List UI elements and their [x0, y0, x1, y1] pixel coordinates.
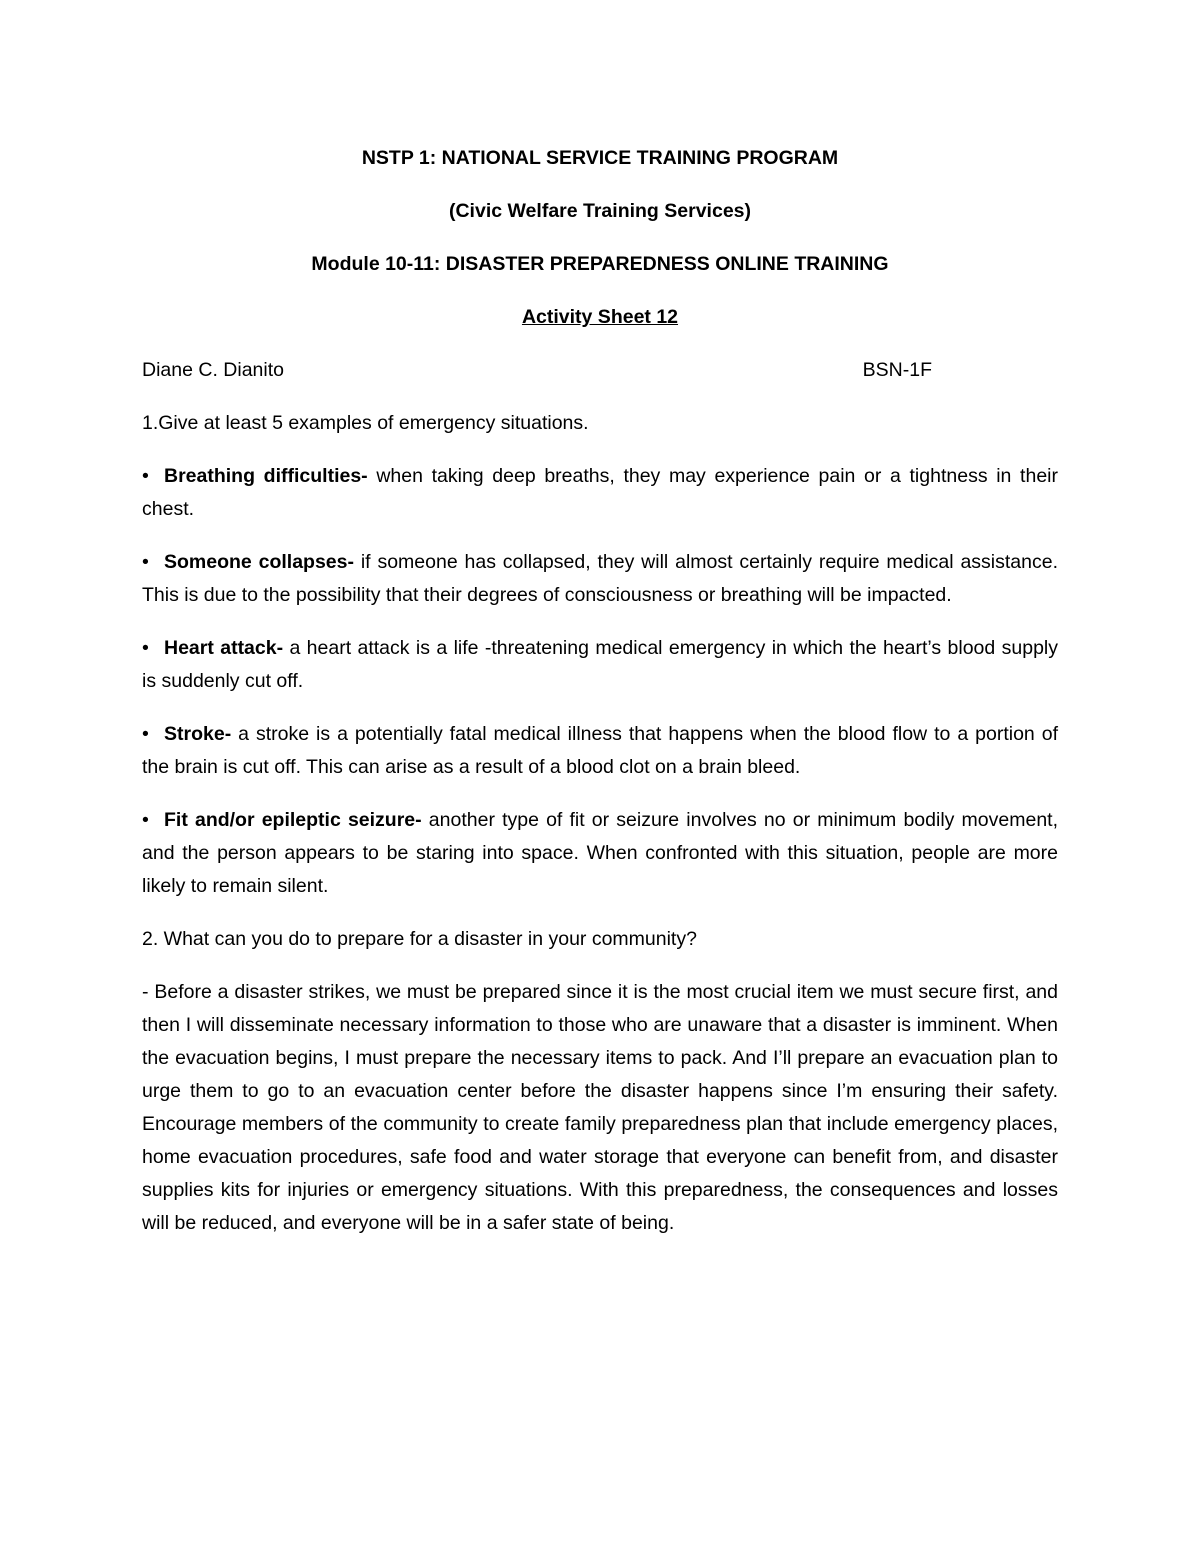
- question-2-prompt: 2. What can you do to prepare for a disaster in your community?: [142, 928, 697, 950]
- activity-title: [142, 301, 1058, 334]
- item-term: Someone collapses-: [164, 551, 354, 573]
- bullet-icon: •: [142, 723, 149, 745]
- item-text: another type of fit or seizure involves no or minimum bodily movement, and the person appears to be staring into space. When confronted with this situation, people are more likely to remain silent.: [142, 809, 1058, 897]
- bullet-icon: •: [142, 637, 149, 659]
- bullet-icon: •: [142, 551, 149, 573]
- student-section: BSN-1F: [862, 359, 932, 381]
- student-info: [142, 354, 1058, 387]
- list-item: [142, 718, 1058, 784]
- item-text: when taking deep breaths, they may experience pain or a tightness in their chest.: [142, 465, 1058, 520]
- course-title: NSTP 1: NATIONAL SERVICE TRAINING PROGRAM: [361, 147, 839, 169]
- item-text: if someone has collapsed, they will almost certainly require medical assistance. This is due to the possibility that their degrees of consciousness or breathing will be impacted.: [142, 551, 1058, 606]
- activity-title-text: Activity Sheet 12: [521, 306, 679, 328]
- list-item: [142, 460, 1058, 526]
- item-term: Fit and/or epileptic seizure-: [164, 809, 422, 831]
- student-name: Diane C. Dianito: [142, 359, 284, 381]
- bullet-icon: •: [142, 809, 149, 831]
- module-title: Module 10-11: DISASTER PREPAREDNESS ONLINE TRAINING: [311, 253, 889, 275]
- item-text: a stroke is a potentially fatal medical illness that happens when the blood flow to a portion of the brain is cut off. This can arise as a result of a blood clot on a brain bleed.: [142, 723, 1058, 778]
- item-text: a heart attack is a life -threatening medical emergency in which the heart’s blood supply is suddenly cut off.: [142, 637, 1058, 692]
- course-subtitle: (Civic Welfare Training Services): [448, 200, 751, 222]
- list-item: [142, 804, 1058, 903]
- bullet-icon: •: [142, 465, 149, 487]
- item-term: Stroke-: [164, 723, 232, 745]
- question-1-prompt: 1.Give at least 5 examples of emergency situations.: [142, 412, 589, 434]
- list-item: [142, 546, 1058, 612]
- item-term: Breathing difficulties-: [164, 465, 368, 487]
- question-2-answer: - Before a disaster strikes, we must be prepared since it is the most crucial item we must secure first, and then I will disseminate necessary information to those who are unaware that a disaster is imminent. When the evacuation begins, I must prepare the necessary items to pack. And I’ll prepare an evacuation plan to urge them to go to an evacuation center before the disaster happens since I’m ensuring their safety. Encourage members of the community to create family preparedness plan that include emergency places, home evacuation procedures, safe food and water storage that everyone can benefit from, and disaster supplies kits for injuries or emergency situations. With this preparedness, the consequences and losses will be reduced, and everyone will be in a safer state of being.: [142, 981, 1058, 1234]
- list-item: [142, 632, 1058, 698]
- item-term: Heart attack-: [164, 637, 284, 659]
